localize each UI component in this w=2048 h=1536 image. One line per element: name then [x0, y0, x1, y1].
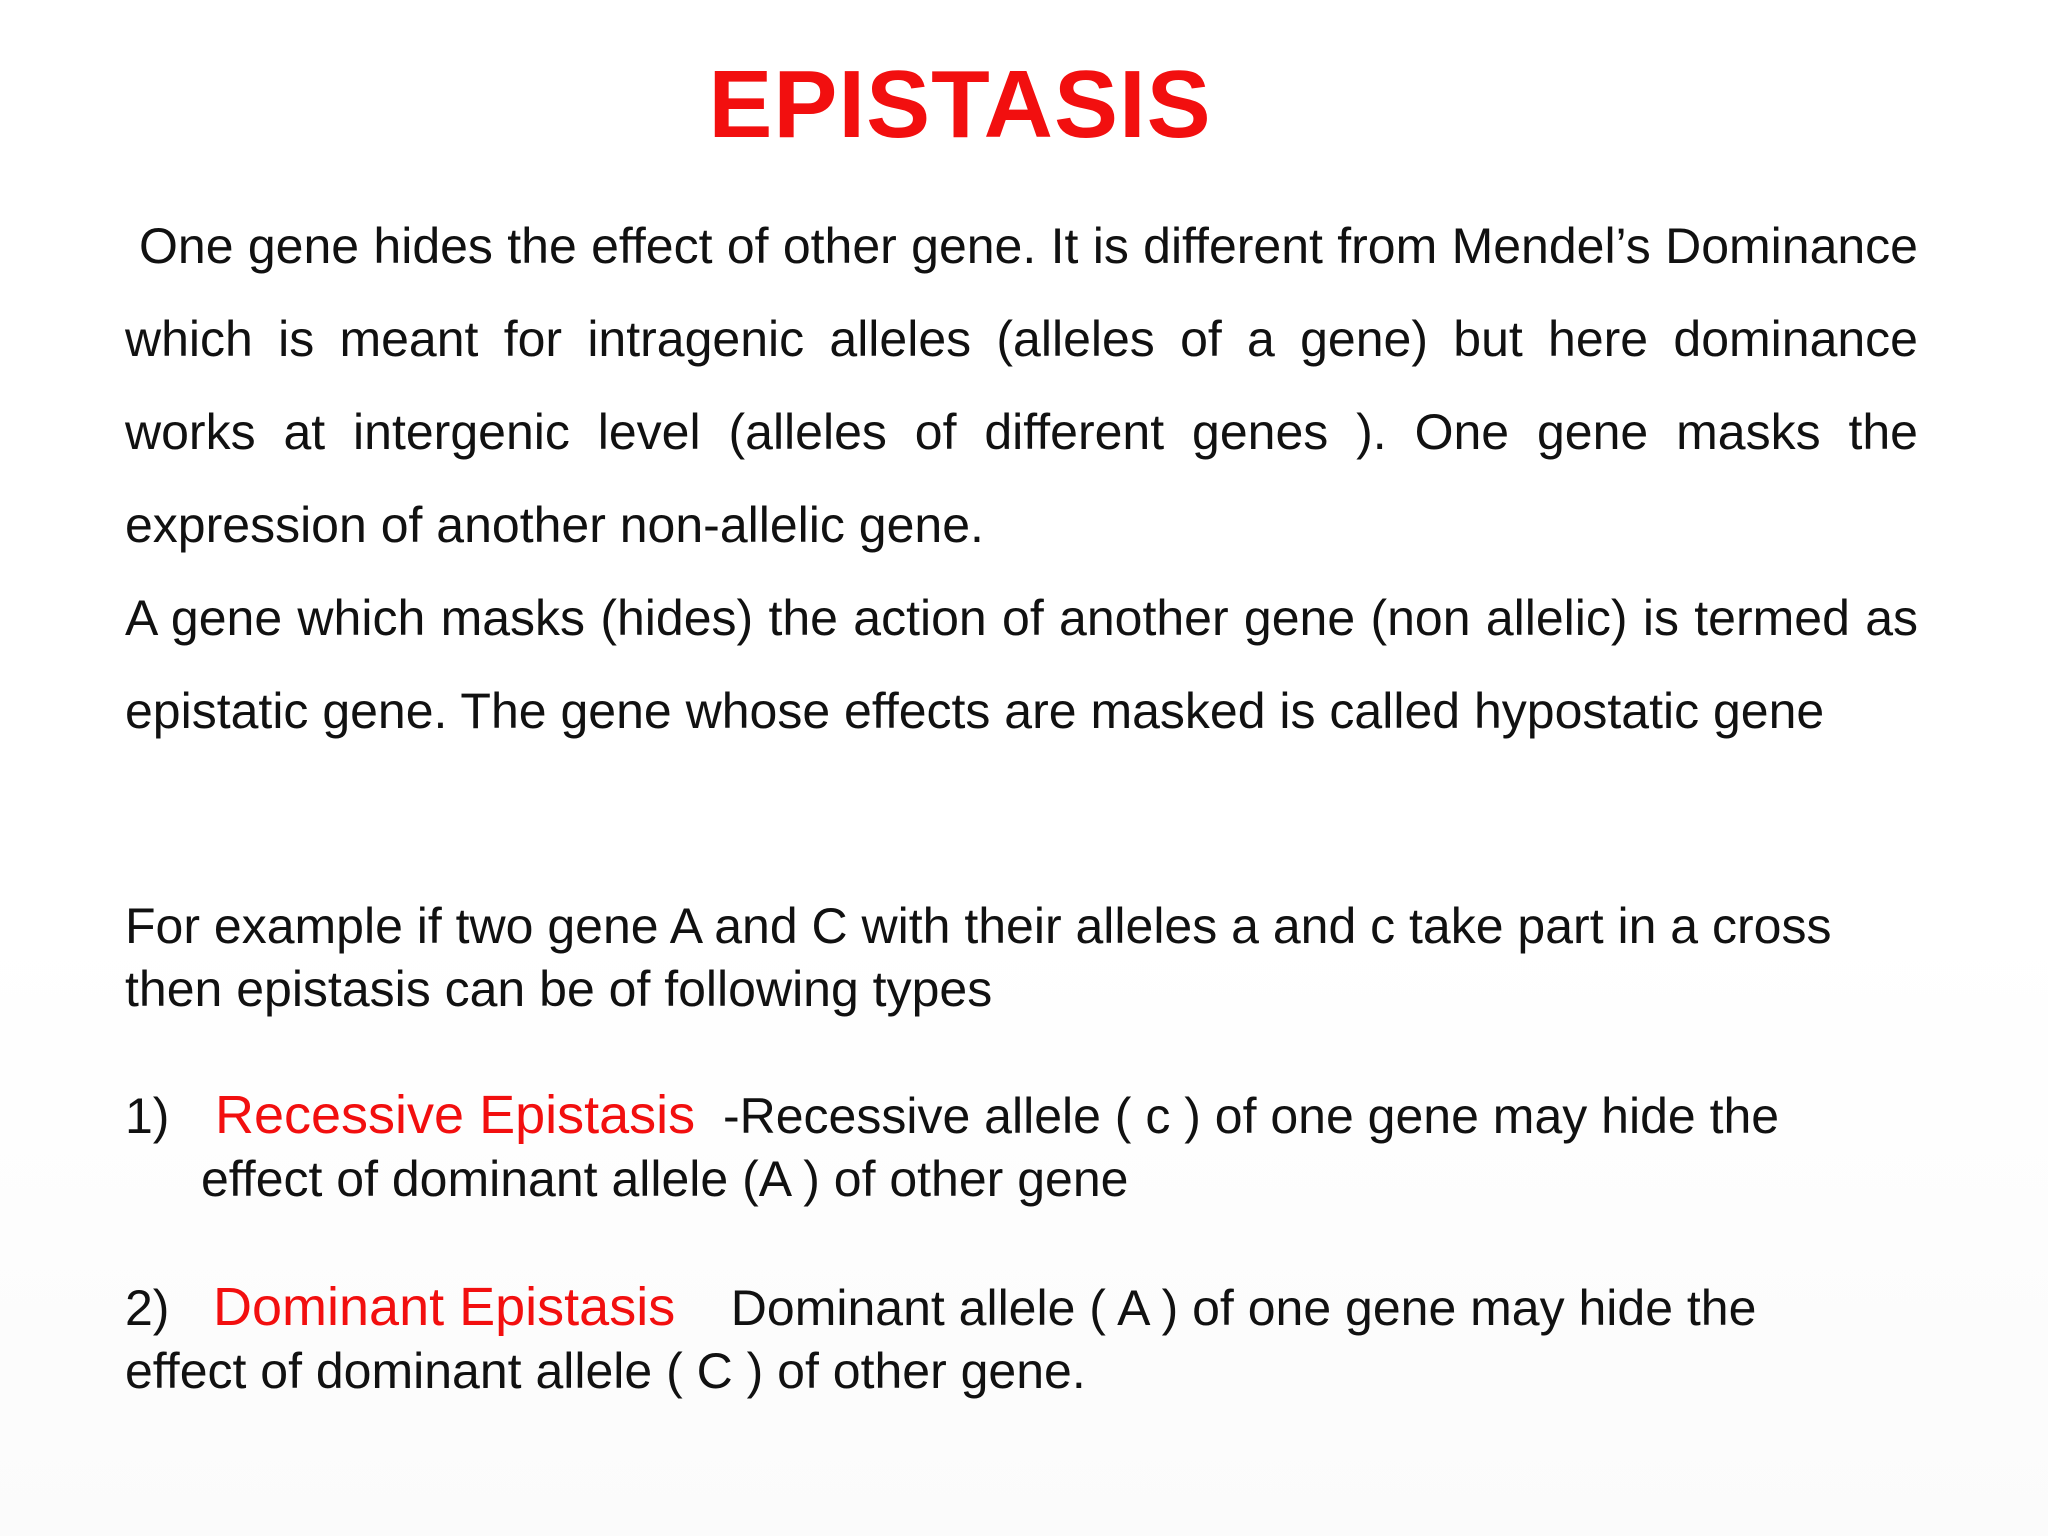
list-number: 1) [125, 1088, 170, 1144]
term-dominant-epistasis: Dominant Epistasis [213, 1277, 676, 1337]
example-paragraph: For example if two gene A and C with their alleles a and c take part in a cross then epistasis can be of following types [125, 898, 1832, 1017]
list-item-line [125, 1276, 1925, 1340]
term-description: Dominant allele ( A ) of one gene may hide the [730, 1280, 1757, 1336]
term-description-continued: effect of dominant allele (A ) of other gene [201, 1151, 1129, 1207]
term-description-continued: effect of dominant allele ( C ) of other gene. [125, 1343, 1086, 1399]
list-item-dominant-epistasis [125, 1276, 1925, 1403]
term-description: -Recessive allele ( c ) of one gene may hide the [722, 1088, 1780, 1144]
list-item-recessive-epistasis [125, 1084, 1925, 1211]
slide-title: EPISTASIS [708, 51, 1212, 158]
term-recessive-epistasis: Recessive Epistasis [215, 1085, 696, 1145]
list-number: 2) [125, 1280, 170, 1336]
list-item-line [125, 1084, 1925, 1148]
definition-paragraph: One gene hides the effect of other gene. It is different from Mendel’s Dominance which is meant for intragenic alleles (alleles of a gene) but here dominance works at intergenic level (alleles of different genes ). One gene masks the expression of another non-allelic gene. [125, 218, 1918, 553]
epistatic-gene-paragraph: A gene which masks (hides) the action of another gene (non allelic) is termed as epistatic gene. The gene whose effects are masked is called hypostatic gene [125, 590, 1918, 739]
